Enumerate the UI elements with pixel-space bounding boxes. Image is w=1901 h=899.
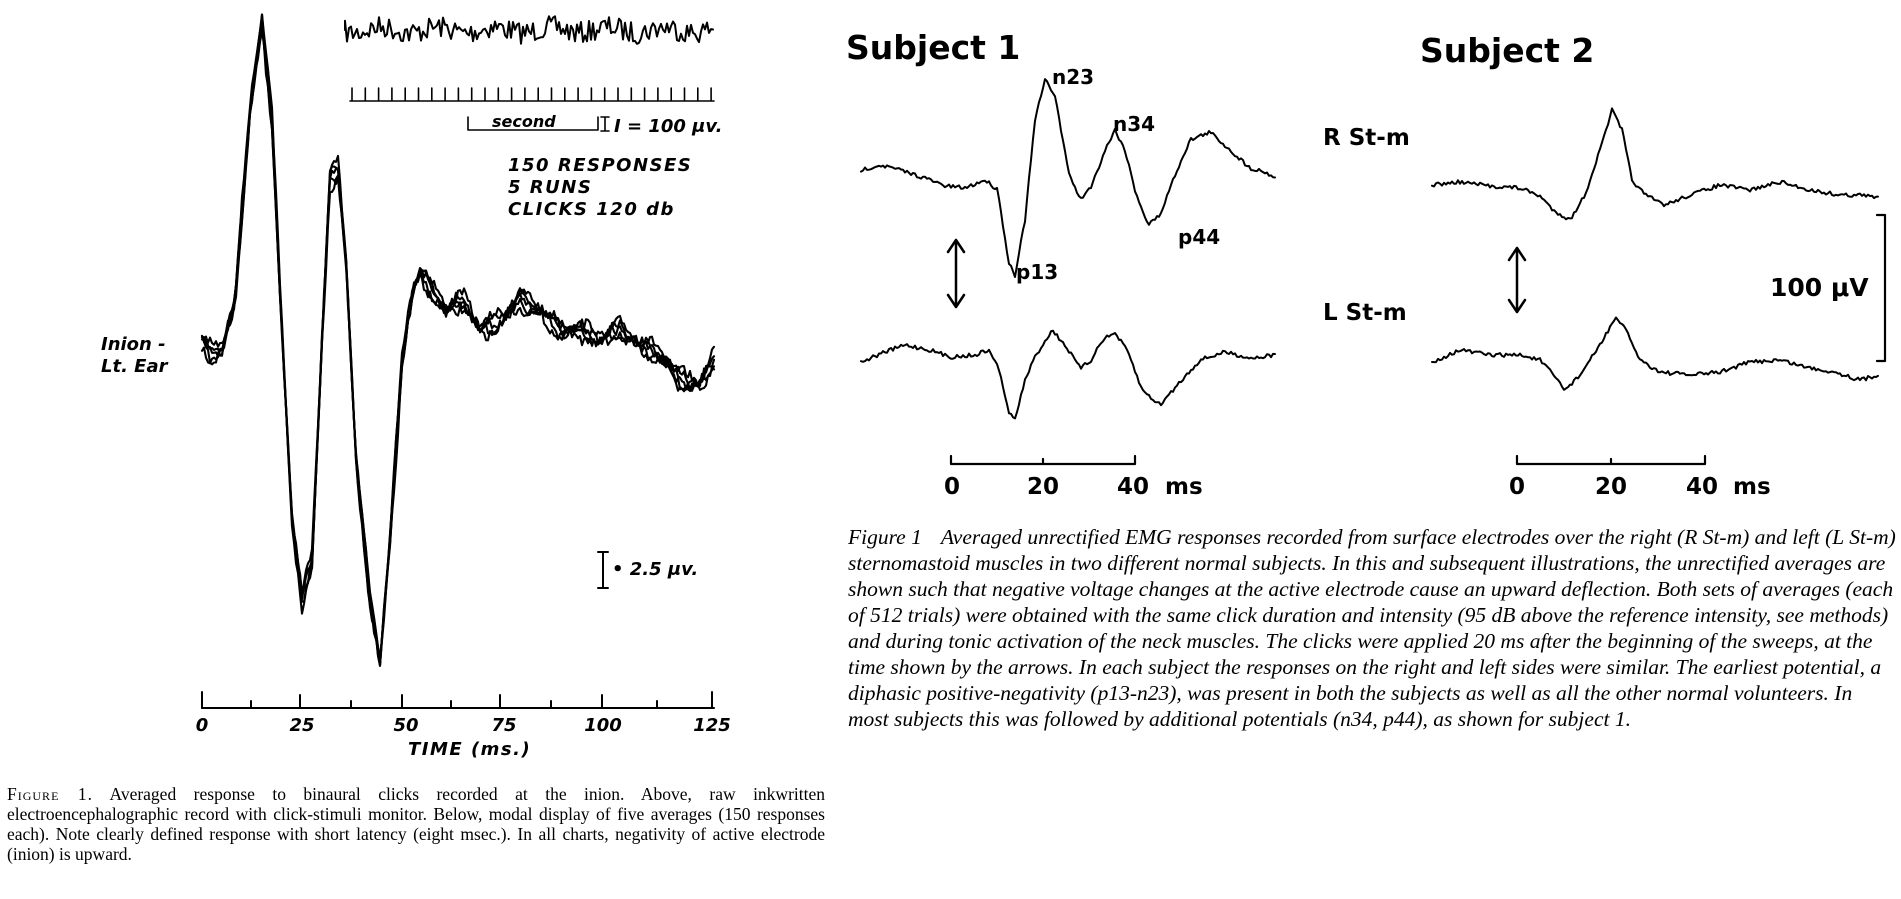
axis-tick-100: 100 (584, 715, 622, 736)
time-axis-title: TIME (ms.) (408, 739, 532, 760)
axis-tick-50: 50 (393, 715, 419, 736)
s2-tick-40: 40 (1685, 474, 1719, 500)
peak-label-p44: p44 (1178, 225, 1221, 249)
click-arrow-subject2 (1509, 248, 1525, 312)
time-scale-bar-subject1 (951, 456, 1135, 464)
s1-tick-0: 0 (943, 474, 961, 500)
peak-label-p13: p13 (1016, 260, 1059, 284)
s1-time-unit: ms (1165, 474, 1203, 500)
s2-tick-20: 20 (1594, 474, 1628, 500)
peak-label-n34: n34 (1113, 112, 1156, 136)
subject2-left-sternomastoid-trace (1432, 318, 1878, 390)
row-label-left: L St-m (1323, 300, 1407, 326)
right-caption-label: Figure 1 (848, 525, 922, 549)
scale-bracket-100uv (1877, 215, 1885, 361)
second-label: second (492, 112, 556, 131)
channel-label-line2: Lt. Ear (101, 356, 168, 377)
right-caption-text: Averaged unrectified EMG responses recorded from surface electrodes over the right (R St-m) and left (L St-m) sternomastoid muscles in two different normal subjects. In this and subsequent illustrations, the unrectified averages are shown such that negative voltage changes at the active electrode cause an upward deflection. Both sets of averages (each of 512 trials) were obtained with the same click duration and intensity (95 dB above the reference intensity, see methods) and during tonic activation of the neck muscles. The clicks were applied 20 ms after the beginning of the sweeps, at the time shown by the arrows. In each subject the responses on the right and left sides were similar. The earliest potential, a diphasic positive-negativity (p13-n23), was present in both the subjects as well as all the other normal volunteers. In most subjects this was followed by additional potentials (n34, p44), as shown for subject 1. (848, 525, 1896, 731)
eeg-scale-label: I = 100 μv. (614, 116, 723, 137)
click-arrow-subject1 (948, 240, 964, 307)
click-stimuli-monitor (350, 88, 714, 101)
left-caption-text: Averaged response to binaural clicks recorded at the inion. Above, raw inkwritten electroencephalographic record with click-stimuli monitor. Below, modal display of five averages (150 responses each). Note clearly defined response with short latency (eight msec.). In all charts, negativity of active electrode (inion) is upward. (7, 784, 825, 864)
amplitude-scale-bar (598, 552, 608, 588)
axis-tick-0: 0 (195, 715, 209, 736)
subject2-title: Subject 2 (1420, 31, 1595, 70)
time-scale-bar-subject2 (1517, 456, 1705, 464)
eeg-scale-bar (601, 117, 609, 131)
subject1-left-sternomastoid-trace (861, 331, 1275, 419)
left-figure-caption (7, 784, 825, 864)
raw-eeg-trace (345, 16, 713, 44)
axis-tick-125: 125 (693, 715, 731, 736)
note-responses: 150 RESPONSES (508, 155, 693, 176)
amplitude-scale-label: • 2.5 μv. (612, 559, 699, 580)
s1-tick-40: 40 (1116, 474, 1150, 500)
right-figure-caption (848, 524, 1898, 732)
subject1-title: Subject 1 (846, 28, 1021, 67)
axis-tick-75: 75 (491, 715, 517, 736)
row-label-right: R St-m (1323, 125, 1410, 151)
s2-tick-0: 0 (1508, 474, 1526, 500)
time-axis (202, 692, 714, 708)
axis-tick-25: 25 (289, 715, 315, 736)
note-runs: 5 RUNS (508, 177, 593, 198)
channel-label-line1: Inion - (101, 334, 166, 355)
subject2-right-sternomastoid-trace (1432, 108, 1878, 219)
scale-label-100uv: 100 μV (1770, 273, 1869, 302)
peak-label-n23: n23 (1052, 65, 1095, 89)
s1-tick-20: 20 (1026, 474, 1060, 500)
s2-time-unit: ms (1733, 474, 1771, 500)
note-clicks: CLICKS 120 db (508, 199, 675, 220)
left-caption-label: Figure 1. (7, 784, 93, 804)
